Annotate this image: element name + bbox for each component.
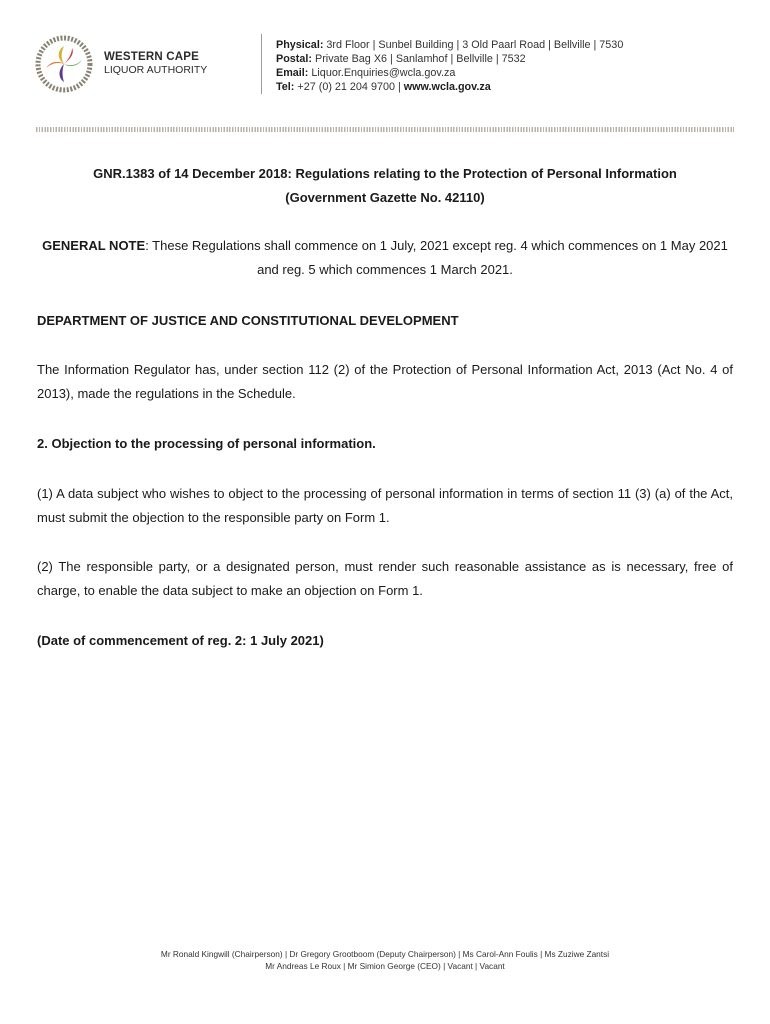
- general-note-label: GENERAL NOTE: [42, 238, 146, 253]
- letterhead: [0, 0, 770, 100]
- footer: [0, 948, 770, 972]
- dotted-divider: [36, 127, 734, 132]
- general-note-text: : These Regulations shall commence on 1 July, 2021 except reg. 4 which commences on 1 May 2021 and reg. 5 which commences 1 March 2021.: [145, 238, 728, 277]
- org-name: WESTERN CAPE: [104, 51, 200, 63]
- org-subtitle: LIQUOR AUTHORITY: [104, 64, 208, 76]
- intro-paragraph: The Information Regulator has, under section 112 (2) of the Protection of Personal Information Act, 2013 (Act No. 4 of 2013), made the regulations in the Schedule.: [37, 362, 733, 401]
- commencement-note: (Date of commencement of reg. 2: 1 July 2021): [37, 633, 324, 648]
- section-heading: 2. Objection to the processing of personal information.: [37, 436, 376, 451]
- physical-address: Physical: 3rd Floor | Sunbel Building | 3 Old Paarl Road | Bellville | 7530: [276, 39, 624, 51]
- title-line-2: (Government Gazette No. 42110): [285, 190, 485, 205]
- subsection-2: (2) The responsible party, or a designated person, must render such reasonable assistance as is necessary, free of charge, to enable the data subject to make an objection on Form 1.: [37, 559, 733, 598]
- telephone: Tel: +27 (0) 21 204 9700 | www.wcla.gov.za: [276, 81, 491, 93]
- wcla-logo-icon: [34, 33, 94, 95]
- title-line-1: GNR.1383 of 14 December 2018: Regulations relating to the Protection of Personal Information: [93, 166, 677, 181]
- header-divider: [261, 34, 262, 94]
- department-heading: DEPARTMENT OF JUSTICE AND CONSTITUTIONAL DEVELOPMENT: [37, 313, 459, 328]
- organization-name: [104, 51, 207, 77]
- website-link[interactable]: www.wcla.gov.za: [403, 81, 491, 93]
- footer-line-1: Mr Ronald Kingwill (Chairperson) | Dr Gregory Grootboom (Deputy Chairperson) | Ms Carol-Ann Foulis | Ms Zuziwe Zantsi: [160, 949, 610, 959]
- email-link[interactable]: Liquor.Enquiries@wcla.gov.za: [311, 67, 456, 79]
- general-note: [37, 234, 733, 282]
- document-title: [37, 162, 733, 210]
- contact-block: [276, 38, 623, 94]
- subsection-1: (1) A data subject who wishes to object to the processing of personal information in terms of section 11 (3) (a) of the Act, must submit the objection to the responsible party on Form 1.: [37, 486, 733, 525]
- footer-line-2: Mr Andreas Le Roux | Mr Simion George (CEO) | Vacant | Vacant: [265, 961, 505, 971]
- postal-address: Postal: Private Bag X6 | Sanlamhof | Bellville | 7532: [276, 53, 526, 65]
- email-address: Email: Liquor.Enquiries@wcla.gov.za: [276, 67, 456, 79]
